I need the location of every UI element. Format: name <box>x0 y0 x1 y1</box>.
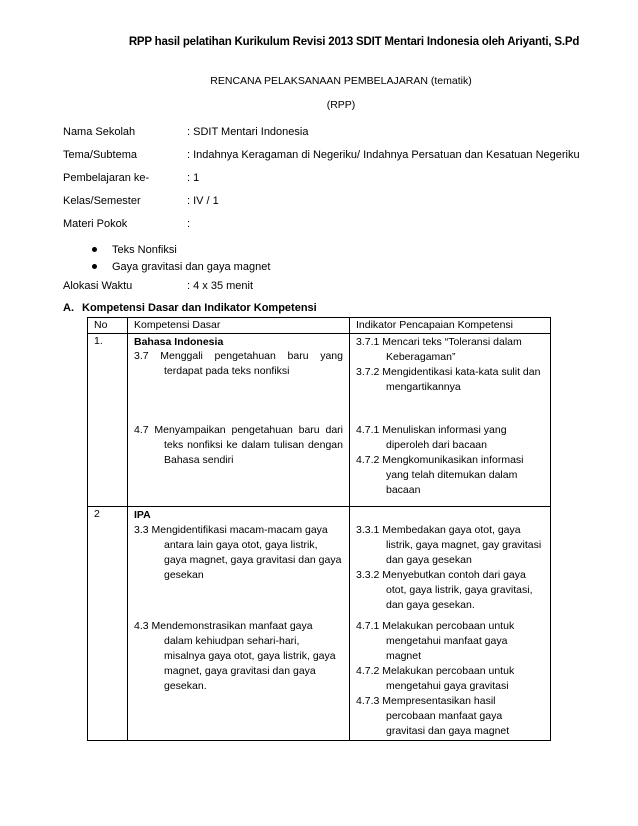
info-label: Alokasi Waktu <box>63 280 133 292</box>
subject-label: Bahasa Indonesia <box>134 336 224 348</box>
info-label: Kelas/Semester <box>63 195 141 207</box>
indicator-group <box>356 335 544 423</box>
info-value: : IV / 1 <box>187 195 219 207</box>
kd-item: 4.7 Menyampaikan pengetahuan baru dari teks nonfiksi ke dalam tulisan dengan Bahasa sendiri <box>134 424 343 466</box>
kd-item: 4.3 Mendemonstrasikan manfaat gaya dalam kehiudpan sehari-hari, misalnya gaya otot, gaya listrik, gaya magnet, gaya gravitasi dan gaya gesekan. <box>134 620 336 692</box>
info-row-school <box>63 126 308 138</box>
indicator-cell <box>350 334 551 507</box>
info-row-theme <box>63 149 580 161</box>
info-row-lesson <box>63 172 199 184</box>
indicator-item: 4.7.1 Menuliskan informasi yang diperoleh dari bacaan <box>356 424 507 451</box>
indicator-group <box>356 423 544 498</box>
info-value: : 1 <box>187 172 200 184</box>
bullet-icon <box>92 264 97 269</box>
subject-label: IPA <box>134 509 151 521</box>
row-number: 1. <box>88 334 128 507</box>
info-value: : 4 x 35 menit <box>187 280 254 292</box>
info-row-class <box>63 195 219 207</box>
kd-item: 3.7 Menggali pengetahuan baru yang terdapat pada teks nonfiksi <box>134 350 343 377</box>
table-header-row <box>88 318 551 334</box>
page-header: RPP hasil pelatihan Kurikulum Revisi 2013 SDIT Mentari Indonesia oleh Ariyanti, S.Pd <box>128 36 580 48</box>
indicator-item: 3.3.2 Menyebutkan contoh dari gaya otot, gaya listrik, gaya gravitasi, dan gaya gesekan. <box>356 569 533 611</box>
indicator-item: 3.3.1 Membedakan gaya otot, gaya listrik, gaya magnet, gay gravitasi dan gaya gesekan <box>356 524 542 566</box>
info-label: Nama Sekolah <box>63 126 136 138</box>
column-header: Kompetensi Dasar <box>128 318 350 334</box>
info-label: Pembelajaran ke- <box>63 172 150 184</box>
competency-table <box>87 317 551 741</box>
row-number: 2 <box>88 507 128 741</box>
indicator-item: 4.7.2 Melakukan percobaan untuk mengetahui gaya gravitasi <box>356 665 515 692</box>
indicator-cell <box>350 507 551 741</box>
list-item: Teks Nonfiksi <box>92 241 270 258</box>
document-subtitle: (RPP) <box>326 99 356 111</box>
kd-item: 3.3 Mengidentifikasi macam-macam gaya antara lain gaya otot, gaya listrik, gaya magnet, gaya gravitasi dan gaya gesekan <box>134 524 342 581</box>
indicator-item: 4.7.3 Mempresentasikan hasil percobaan manfaat gaya gravitasi dan gaya magnet <box>356 695 510 737</box>
column-header: No <box>88 318 128 334</box>
info-row-time <box>63 280 253 292</box>
indicator-item: 3.7.1 Mencari teks “Toleransi dalam Keberagaman” <box>356 336 522 363</box>
indicator-item: 4.7.2 Mengkomunikasikan informasi yang telah ditemukan dalam bacaan <box>356 454 524 496</box>
indicator-group <box>356 508 544 619</box>
info-value: : Indahnya Keragaman di Negeriku/ Indahnya Persatuan dan Kesatuan Negeriku <box>187 149 580 161</box>
indicator-item: 3.7.2 Mengidentikasi kata-kata sulit dan mengartikannya <box>356 366 541 393</box>
kd-cell <box>128 334 350 507</box>
info-row-material <box>63 218 190 230</box>
indicator-item: 4.7.1 Melakukan percobaan untuk mengetahui manfaat gaya magnet <box>356 620 515 662</box>
info-label: Tema/Subtema <box>63 149 137 161</box>
table-row <box>88 507 551 741</box>
table-row <box>88 334 551 507</box>
info-value: : SDIT Mentari Indonesia <box>187 126 309 138</box>
column-header: Indikator Pencapaian Kompetensi <box>350 318 551 334</box>
list-item: Gaya gravitasi dan gaya magnet <box>92 258 270 275</box>
bullet-icon <box>92 247 97 252</box>
document-title: RENCANA PELAKSANAAN PEMBELAJARAN (tematik) <box>210 75 472 87</box>
indicator-group <box>356 619 544 739</box>
material-list <box>92 241 270 275</box>
kd-cell <box>128 507 350 741</box>
info-value: : <box>187 218 191 230</box>
section-heading: A. Kompetensi Dasar dan Indikator Kompetensi <box>63 302 317 314</box>
info-label: Materi Pokok <box>63 218 128 230</box>
